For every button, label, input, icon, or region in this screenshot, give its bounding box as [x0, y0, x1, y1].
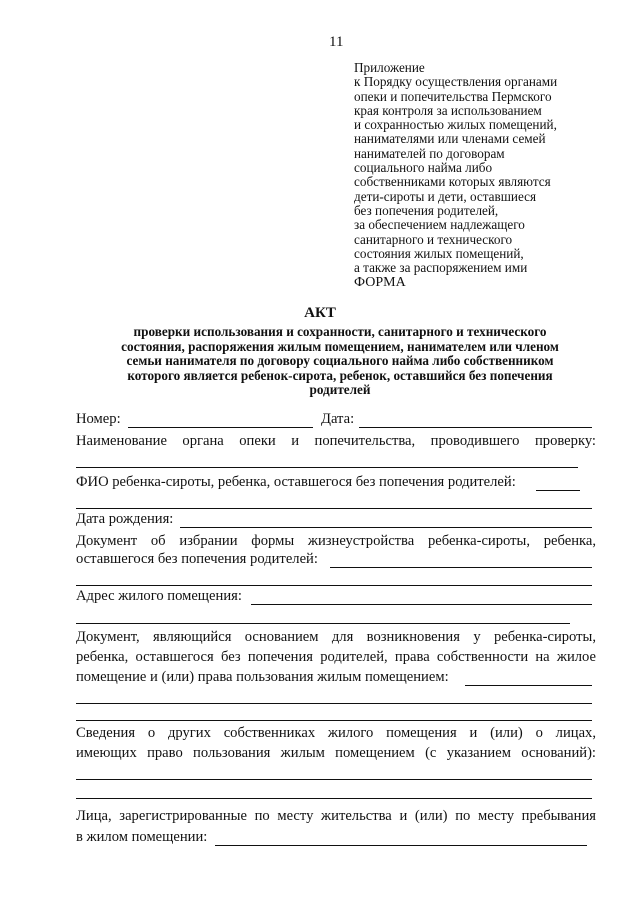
rights-doc-label-line1: Документ, являющийся основанием для возникновения у ребенка-сироты,	[76, 629, 596, 645]
other-owners-field-1[interactable]	[76, 779, 592, 780]
child-name-field-inline[interactable]	[536, 490, 580, 491]
placement-doc-label-line2: оставшегося без попечения родителей:	[76, 551, 318, 567]
number-label: Номер:	[76, 411, 121, 427]
birth-date-field[interactable]	[180, 527, 592, 528]
appendix-line: опеки и попечительства Пермского	[354, 88, 552, 104]
appendix-line: социального найма либо	[354, 160, 493, 176]
number-field[interactable]	[128, 427, 313, 428]
rights-doc-label-line3: помещение и (или) права пользования жилым помещением:	[76, 669, 449, 685]
date-field[interactable]	[359, 427, 592, 428]
birth-date-label: Дата рождения:	[76, 511, 174, 527]
appendix-line: края контроля за использованием	[354, 102, 542, 118]
rights-doc-label-line2: ребенка, оставшегося без попечения родителей, права собственности на жилое	[76, 649, 596, 665]
rights-doc-field-inline[interactable]	[465, 685, 592, 686]
appendix-line: нанимателями или членами семей	[354, 131, 546, 147]
appendix-line: дети-сироты и дети, оставшиеся	[354, 188, 537, 204]
form-label: ФОРМА	[354, 275, 406, 290]
subtitle-line: семьи нанимателя по договору социального найма либо собственником	[126, 353, 554, 368]
placement-doc-field-inline[interactable]	[330, 567, 592, 568]
rights-doc-field-1[interactable]	[76, 703, 592, 704]
placement-doc-field[interactable]	[76, 585, 592, 586]
appendix-line: за обеспечением надлежащего	[354, 217, 525, 233]
appendix-line: и сохранностью жилых помещений,	[354, 117, 557, 133]
appendix-header	[354, 61, 557, 275]
appendix-line: нанимателей по договорам	[354, 145, 505, 161]
subtitle-line: проверки использования и сохранности, санитарного и технического	[133, 324, 547, 339]
appendix-line: без попечения родителей,	[354, 202, 499, 218]
subtitle-line: которого является ребенок-сирота, ребенок, оставшийся без попечения	[127, 367, 553, 383]
act-title: АКТ	[304, 305, 336, 321]
guardianship-body-field[interactable]	[76, 467, 578, 468]
address-field[interactable]	[76, 623, 570, 624]
guardianship-body-label: Наименование органа опеки и попечительства, проводившего проверку:	[76, 433, 596, 449]
act-subtitle	[86, 325, 594, 398]
rights-doc-field-2[interactable]	[76, 720, 592, 721]
other-owners-field-2[interactable]	[76, 798, 592, 799]
placement-doc-label-line1: Документ об избрании формы жизнеустройства ребенка-сироты, ребенка,	[76, 533, 596, 549]
other-owners-label-line2: имеющих право пользования жилым помещением (с указанием оснований):	[76, 745, 596, 761]
subtitle-line: родителей	[309, 382, 371, 397]
date-label: Дата:	[321, 411, 355, 427]
appendix-line: а также за распоряжением ими	[354, 260, 528, 276]
address-label: Адрес жилого помещения:	[76, 588, 242, 604]
child-name-field[interactable]	[76, 508, 592, 509]
appendix-line: к Порядку осуществления органами	[354, 74, 558, 90]
address-field-inline[interactable]	[251, 604, 592, 605]
page-number: 11	[329, 34, 344, 50]
appendix-line: Приложение	[354, 60, 425, 75]
child-name-label: ФИО ребенка-сироты, ребенка, оставшегося без попечения родителей:	[76, 474, 516, 490]
other-owners-label-line1: Сведения о других собственниках жилого помещения и (или) о лицах,	[76, 725, 596, 741]
appendix-line: санитарного и технического	[354, 231, 513, 247]
registered-field[interactable]	[215, 845, 587, 846]
appendix-line: собственниками которых являются	[354, 174, 551, 190]
subtitle-line: состояния, распоряжения жилым помещением, нанимателем или членом	[121, 338, 559, 354]
registered-label-line2: в жилом помещении:	[76, 829, 208, 845]
registered-label-line1: Лица, зарегистрированные по месту жительства и (или) по месту пребывания	[76, 808, 596, 824]
appendix-line: состояния жилых помещений,	[354, 245, 524, 261]
